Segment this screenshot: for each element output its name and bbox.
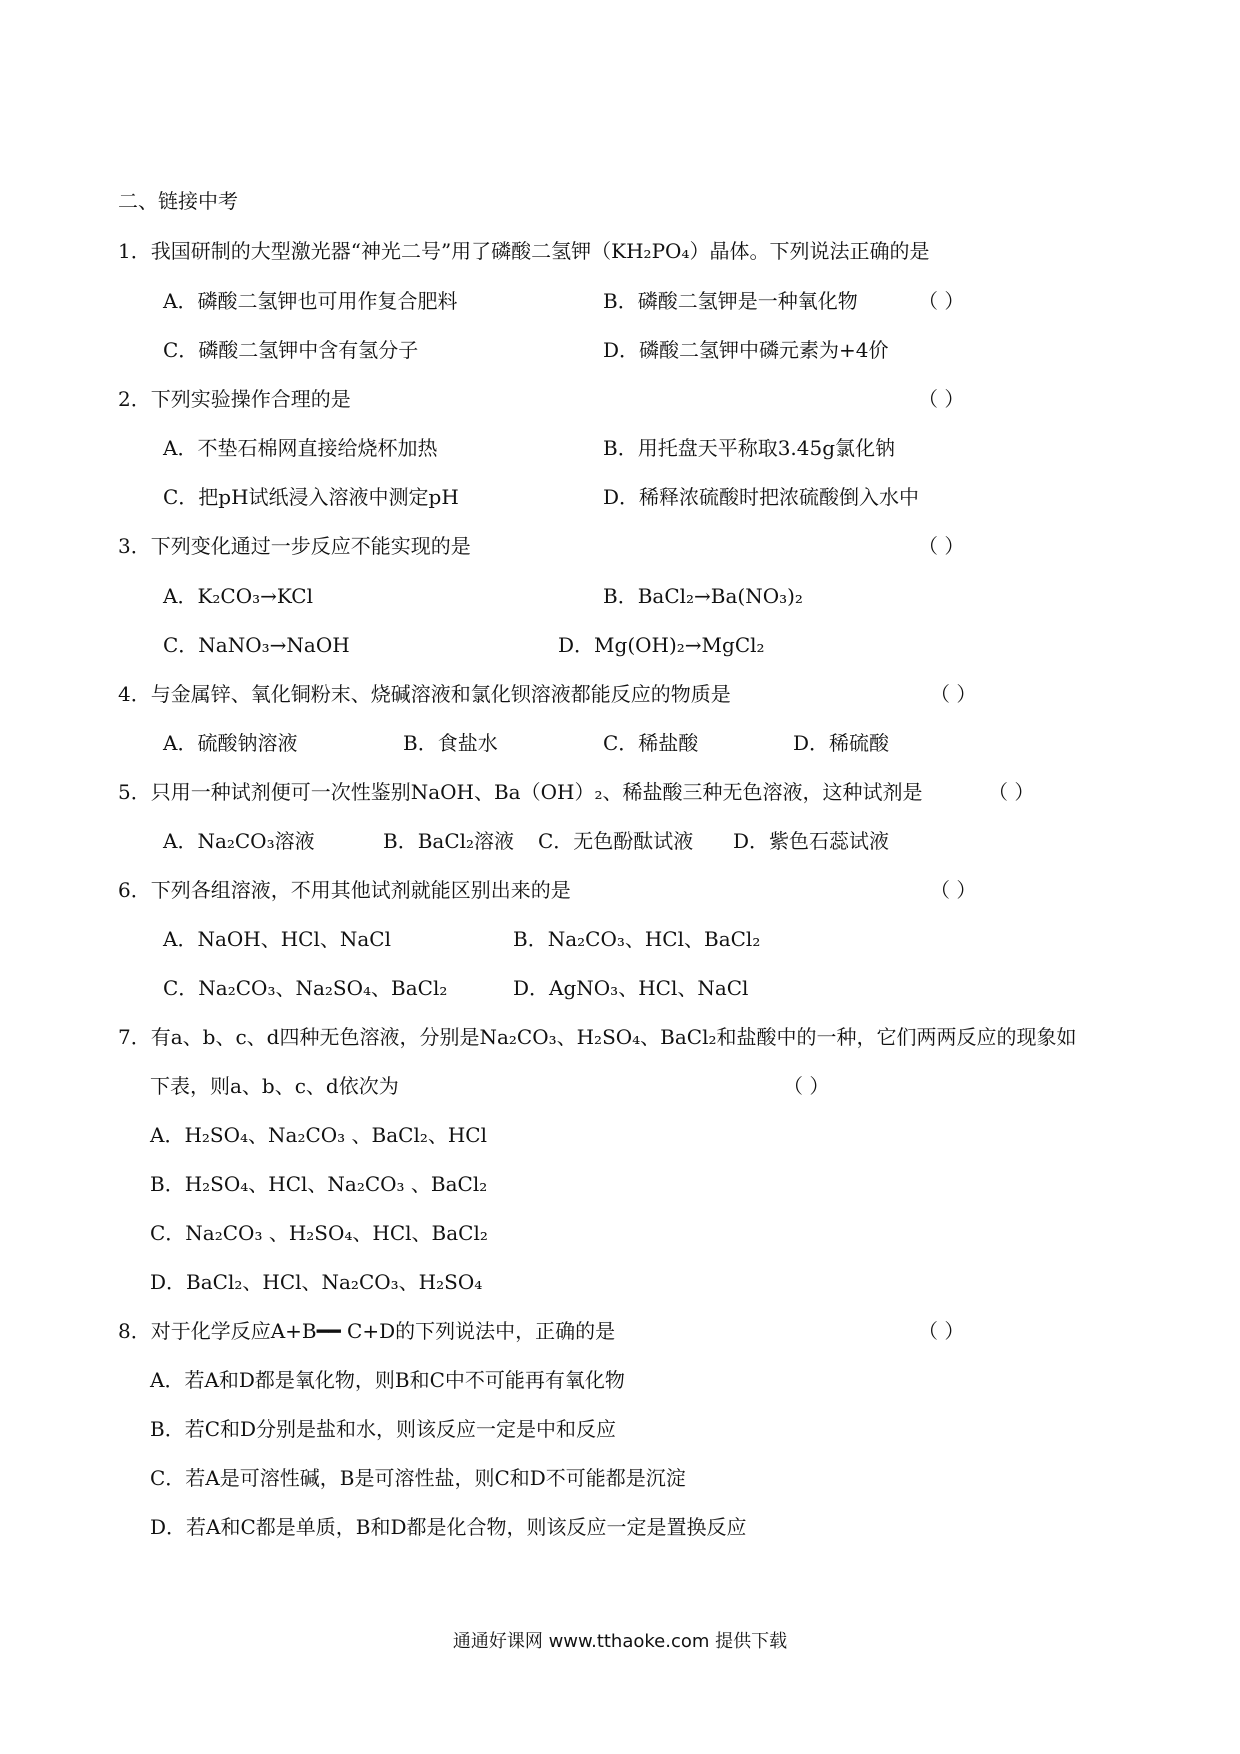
question-6-option-d: D．AgNO₃、HCl、NaCl [513,976,749,1000]
section-title: 二、链接中考 [118,189,238,213]
question-4-stem: 4．与金属锌、氧化铜粉末、烧碱溶液和氯化钡溶液都能反应的物质是 [118,682,731,706]
question-8-stem: 8．对于化学反应A+B━━ C+D的下列说法中，正确的是 [118,1319,616,1343]
question-5-option-c: C．无色酚酞试液 [538,829,694,853]
question-4-option-a: A．硫酸钠溶液 [163,731,298,755]
question-7-stem-continued: 下表，则a、b、c、d依次为 [150,1074,399,1098]
question-4-option-c: C．稀盐酸 [603,731,699,755]
page-footer: 通通好课网 www.tthaoke.com 提供下载 [452,1631,788,1652]
question-2-option-c: C．把pH试纸浸入溶液中测定pH [163,485,459,509]
question-1-option-c: C．磷酸二氢钾中含有氢分子 [163,338,419,362]
question-7-option-b: B．H₂SO₄、HCl、Na₂CO₃ 、BaCl₂ [150,1172,488,1196]
question-8-option-c: C．若A是可溶性碱，B是可溶性盐，则C和D不可能都是沉淀 [150,1466,686,1490]
question-5-stem: 5．只用一种试剂便可一次性鉴别NaOH、Ba（OH）₂、稀盐酸三种无色溶液，这种试剂是 [118,780,923,804]
question-6-answer-bracket: （ ） [930,878,977,902]
question-6-stem: 6．下列各组溶液，不用其他试剂就能区别出来的是 [118,878,571,902]
question-3-answer-bracket: （ ） [918,534,965,558]
question-4-option-b: B．食盐水 [403,731,498,755]
question-6-option-c: C．Na₂CO₃、Na₂SO₄、BaCl₂ [163,976,448,1000]
question-3-option-c: C．NaNO₃→NaOH [163,633,350,657]
question-6-option-b: B．Na₂CO₃、HCl、BaCl₂ [513,927,761,951]
question-7-stem: 7．有a、b、c、d四种无色溶液，分别是Na₂CO₃、H₂SO₄、BaCl₂和盐酸中的一种，它们两两反应的现象如 [118,1025,1077,1049]
question-2-option-a: A．不垫石棉网直接给烧杯加热 [163,436,438,460]
question-6-option-a: A．NaOH、HCl、NaCl [163,927,391,951]
question-2-stem: 2．下列实验操作合理的是 [118,387,351,411]
question-3-option-b: B．BaCl₂→Ba(NO₃)₂ [603,584,803,608]
question-7-answer-bracket: （ ） [783,1074,830,1098]
question-3-option-d: D．Mg(OH)₂→MgCl₂ [558,633,765,657]
question-8-answer-bracket: （ ） [918,1319,965,1343]
question-1-option-a: A．磷酸二氢钾也可用作复合肥料 [163,289,458,313]
question-2-option-b: B．用托盘天平称取3.45g氯化钠 [603,436,896,460]
question-5-option-b: B．BaCl₂溶液 [383,829,515,853]
question-5-answer-bracket: （ ） [988,780,1035,804]
question-8-option-a: A．若A和D都是氧化物，则B和C中不可能再有氧化物 [150,1368,625,1392]
question-1-answer-bracket: （ ） [918,289,965,313]
question-8-option-b: B．若C和D分别是盐和水，则该反应一定是中和反应 [150,1417,617,1441]
question-2-answer-bracket: （ ） [918,387,965,411]
question-7-option-c: C．Na₂CO₃ 、H₂SO₄、HCl、BaCl₂ [150,1221,488,1245]
question-5-option-a: A．Na₂CO₃溶液 [163,829,315,853]
question-4-option-d: D．稀硫酸 [793,731,890,755]
question-7-option-a: A．H₂SO₄、Na₂CO₃ 、BaCl₂、HCl [150,1123,488,1147]
question-4-answer-bracket: （ ） [930,682,977,706]
question-3-stem: 3．下列变化通过一步反应不能实现的是 [118,534,471,558]
question-1-option-d: D．磷酸二氢钾中磷元素为+4价 [603,338,889,362]
question-7-option-d: D．BaCl₂、HCl、Na₂CO₃、H₂SO₄ [150,1270,483,1294]
question-8-option-d: D．若A和C都是单质，B和D都是化合物，则该反应一定是置换反应 [150,1515,747,1539]
question-1-option-b: B．磷酸二氢钾是一种氧化物 [603,289,858,313]
question-3-option-a: A．K₂CO₃→KCl [163,584,313,608]
question-1-stem: 1．我国研制的大型激光器“神光二号”用了磷酸二氢钾（KH₂PO₄）晶体。下列说法正确的是 [118,239,930,263]
question-5-option-d: D．紫色石蕊试液 [733,829,890,853]
question-2-option-d: D．稀释浓硫酸时把浓硫酸倒入水中 [603,485,920,509]
